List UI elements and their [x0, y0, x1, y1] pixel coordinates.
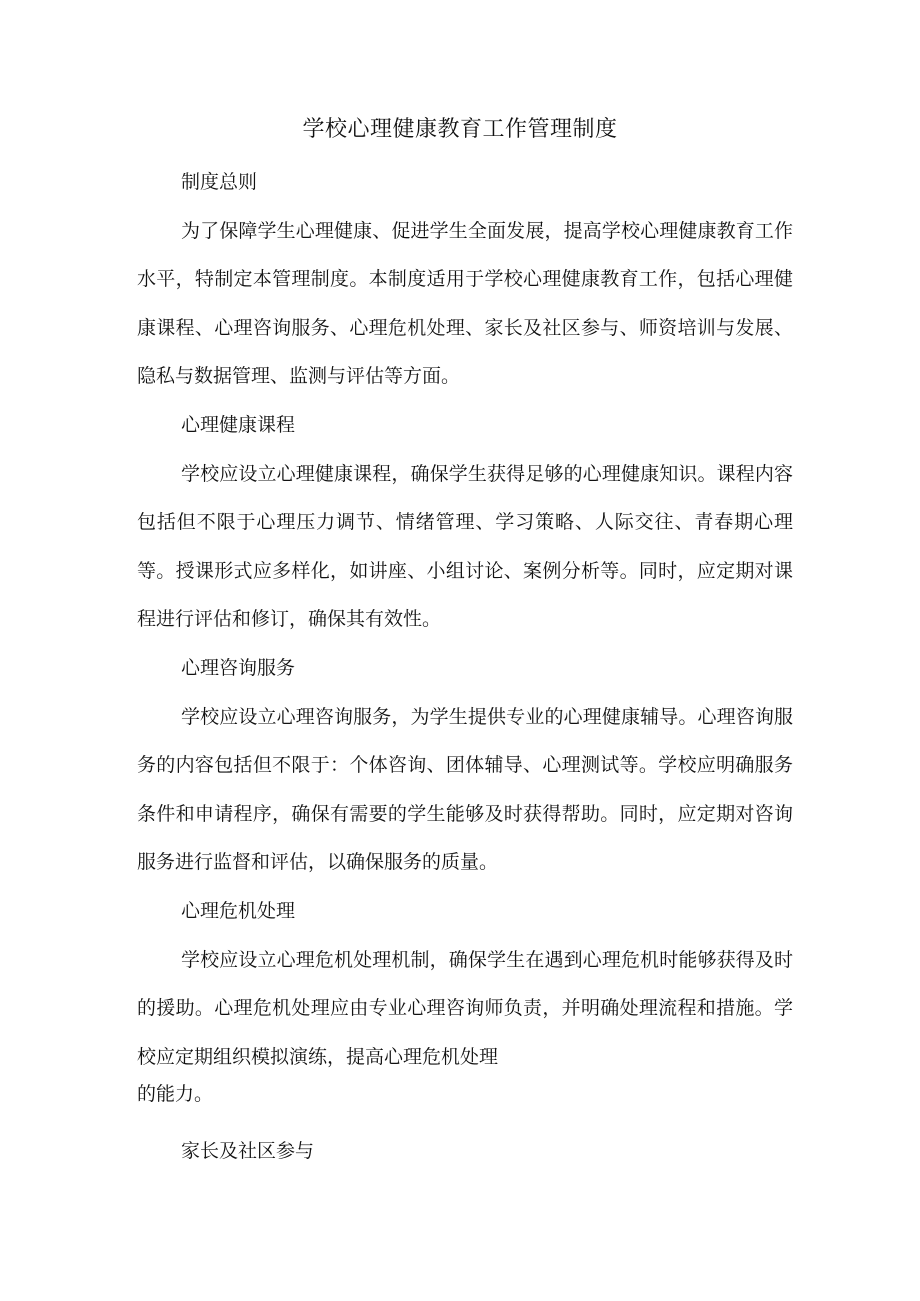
document-title: 学校心理健康教育工作管理制度 [302, 117, 618, 142]
section-paragraph-counseling: 学校应设立心理咨询服务，为学生提供专业的心理健康辅导。心理咨询服务的内容包括但不限于：个体咨询、团体辅导、心理测试等。学校应明确服务条件和申请程序，确保有需要的学生能够及时获得帮助。同时，应定期对咨询服务进行监督和评估，以确保服务的质量。 [137, 705, 793, 874]
section-heading-counseling: 心理咨询服务 [181, 656, 296, 679]
section-heading-crisis: 心理危机处理 [181, 899, 296, 922]
document-body [137, 158, 793, 1176]
section-paragraph-crisis-tail: 的能力。 [137, 1083, 214, 1106]
section-heading-general: 制度总则 [181, 171, 258, 193]
section-heading-curriculum: 心理健康课程 [181, 413, 296, 436]
section-paragraph-crisis: 学校应设立心理危机处理机制，确保学生在遇到心理危机时能够获得及时的援助。心理危机处理应由专业心理咨询师负责，并明确处理流程和措施。学校应定期组织模拟演练，提高心理危机处理 [137, 948, 793, 1068]
section-paragraph-curriculum: 学校应设立心理健康课程，确保学生获得足够的心理健康知识。课程内容包括但不限于心理压力调节、情绪管理、学习策略、人际交往、青春期心理等。授课形式应多样化，如讲座、小组讨论、案例分析等。同时，应定期对课程进行评估和修订，确保其有效性。 [137, 462, 793, 631]
section-heading-parents-community: 家长及社区参与 [181, 1140, 315, 1163]
section-paragraph-general: 为了保障学生心理健康、促进学生全面发展，提高学校心理健康教育工作水平，特制定本管理制度。本制度适用于学校心理健康教育工作，包括心理健康课程、心理咨询服务、心理危机处理、家长及社区参与、师资培训与发展、隐私与数据管理、监测与评估等方面。 [137, 219, 793, 388]
